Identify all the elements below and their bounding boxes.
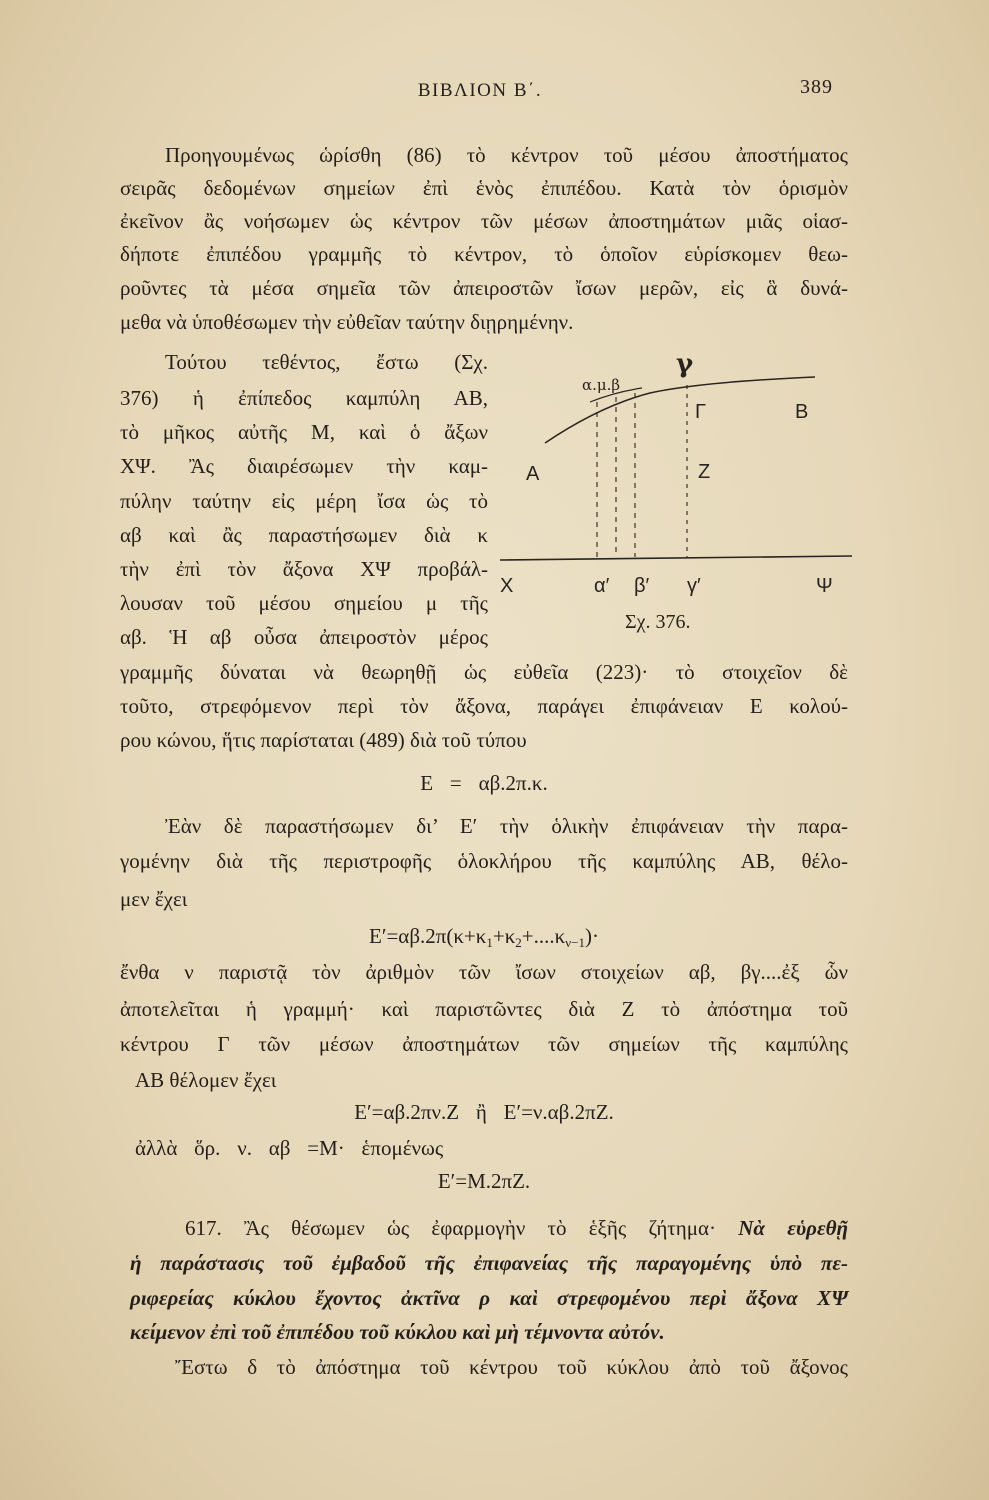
problem-start: Νὰ εὑρεθῇ (738, 1216, 849, 1240)
formula-2-mid-1: +κ (492, 924, 516, 948)
figure-caption: Σχ. 376. (625, 611, 691, 633)
formula-3: Ε′=αβ.2πν.Ζ ἢ Ε′=ν.αβ.2πΖ. (354, 1100, 614, 1124)
paragraph-2-line: πύλην ταύτην εἰς μέρη ἴσα ὡς τὸ (120, 489, 488, 513)
formula-2-mid-2: +....κ (521, 924, 566, 948)
paragraph-2-line: Τούτου τεθέντος, ἔστω (Σχ. (165, 350, 488, 374)
section-intro: Ἂς θέσωμεν ὡς ἐφαρμογὴν τὸ ἑξῆς ζήτημα· (244, 1216, 716, 1240)
paragraph-4-line: ἀποτελεῖται ἡ γραμμή· καὶ παριστῶντες διὰ Ζ τὸ ἀπόστημα τοῦ (120, 997, 848, 1021)
formula-2-sub-3: ν−1 (565, 935, 585, 950)
paragraph-2-line: ΧΨ. Ἂς διαιρέσωμεν τὴν καμ- (120, 454, 488, 478)
label-center-g: Γ (695, 401, 707, 423)
label-gamma: γ (676, 349, 694, 379)
label-axis-psi: Ψ (816, 575, 833, 597)
paragraph-3-line: Ἐὰν δὲ παραστήσωμεν δι’ Ε′ τὴν ὁλικὴν ἐπιφάνειαν τὴν παρα- (165, 814, 848, 838)
paragraph-2-line: τὴν ἐπὶ τὸν ἄξονα ΧΨ προβάλ- (120, 557, 488, 581)
paragraph-2-line: ρου κώνου, ἥτις παρίσταται (489) διὰ τοῦ τύπου (120, 728, 527, 752)
paragraph-2-line: 376) ἡ ἐπίπεδος καμπύλη ΑΒ, (120, 386, 488, 410)
formula-1: Ε = αβ.2π.κ. (420, 771, 548, 795)
axis-line (500, 556, 852, 560)
formula-2-tail: )· (584, 924, 599, 948)
section-number: 617. (185, 1216, 222, 1240)
paragraph-4-line: ἔνθα ν παριστᾷ τὸν ἀριθμὸν τῶν ἴσων στοιχείων αβ, βγ....ἐξ ὧν (120, 960, 848, 984)
paragraph-1-line: ροῦντες τὰ μέσα σημεῖα τῶν ἀπειροστῶν ἴσων μερῶν, εἰς ἃ δυνά- (120, 276, 848, 300)
label-axis-x: Χ (500, 575, 514, 597)
paragraph-2-line: αβ. Ἡ αβ οὖσα ἀπειροστὸν μέρος (120, 625, 488, 649)
paragraph-2-line: τὸ μῆκος αὐτῆς Μ, καὶ ὁ ἄξων (120, 420, 488, 444)
paragraph-3-line: μεν ἔχει (120, 887, 188, 911)
paragraph-2-line: αβ καὶ ἂς παραστήσωμεν διὰ κ (120, 523, 488, 547)
limit-line: ἀλλὰ ὅρ. ν. αβ =Μ· ἑπομένως (135, 1136, 444, 1160)
paragraph-4-line: κέντρου Γ τῶν μέσων ἀποστημάτων τῶν σημείων τῆς καμπύλης (120, 1032, 848, 1056)
paragraph-4-line: ΑΒ θέλομεν ἔχει (135, 1068, 277, 1092)
formula-2-sub-1: 1 (486, 935, 493, 950)
running-title: ΒΙΒΛΙΟΝ Β΄. (417, 80, 543, 101)
formula-2-sub-2: 2 (515, 935, 522, 950)
label-distance-z: Ζ (698, 461, 711, 483)
label-proj-alpha: α′ (594, 575, 610, 597)
figure-376 (490, 340, 860, 640)
label-proj-gamma: γ′ (687, 575, 701, 597)
formula-2-head: Ε′=αβ.2π(κ+κ (369, 924, 487, 948)
formula-2 (120, 919, 848, 953)
paragraph-1-line: Προηγουμένως ὡρίσθη (86) τὸ κέντρον τοῦ μέσου ἀποστήματος (165, 143, 848, 167)
paragraph-2-line: τοῦτο, στρεφόμενον περὶ τὸν ἄξονα, παράγει ἐπιφάνειαν Ε κολού- (120, 694, 848, 718)
paragraph-1-line: δήποτε ἐπιπέδου γραμμῆς τὸ κέντρον, τὸ ὁποῖον εὑρίσκομεν θεω- (120, 242, 848, 266)
formula-4: Ε′=Μ.2πΖ. (437, 1169, 531, 1193)
section-617-line (185, 1211, 848, 1245)
paragraph-2-line: γραμμῆς δύναται νὰ θεωρηθῇ ὡς εὐθεῖα (223)· τὸ στοιχεῖον δὲ (120, 660, 848, 684)
page-number: 389 (800, 76, 833, 98)
paragraph-1-line: ἐκεῖνον ἂς νοήσωμεν ὡς κέντρον τῶν μέσων ἀποστημάτων μιᾶς οἱασ- (120, 209, 848, 233)
paragraph-2-line: λουσαν τοῦ μέσου σημείου μ τῆς (120, 591, 488, 615)
label-point-b: Β (795, 401, 809, 423)
paragraph-3-line: γομένην διὰ τῆς περιστροφῆς ὁλοκλήρου τῆς καμπύλης ΑΒ, θέλο- (120, 849, 848, 873)
label-point-a: Α (526, 463, 540, 485)
label-proj-beta: β′ (634, 575, 650, 597)
next-paragraph-line: Ἔστω δ τὸ ἀπόστημα τοῦ κέντρου τοῦ κύκλου ἀπὸ τοῦ ἄξονος (175, 1355, 848, 1379)
paragraph-1-line: σειρᾶς δεδομένων σημείων ἐπὶ ἑνὸς ἐπιπέδου. Κατὰ τὸν ὁρισμὸν (120, 176, 848, 200)
problem-line: ἡ παράστασις τοῦ ἐμβαδοῦ τῆς ἐπιφανείας τῆς παραγομένης ὑπὸ πε- (130, 1251, 848, 1275)
paragraph-1-line: μεθα νὰ ὑποθέσωμεν τὴν εὐθεῖαν ταύτην διῃρημένην. (120, 310, 574, 334)
problem-line: ριφερείας κύκλου ἔχοντος ἀκτῖνα ρ καὶ στρεφομένου περὶ ἄξονα ΧΨ (130, 1286, 848, 1310)
problem-line: κείμενον ἐπὶ τοῦ ἐπιπέδου τοῦ κύκλου καὶ μὴ τέμνοντα αὐτόν. (130, 1320, 665, 1344)
label-arc-amb: α.μ.β (582, 376, 621, 394)
